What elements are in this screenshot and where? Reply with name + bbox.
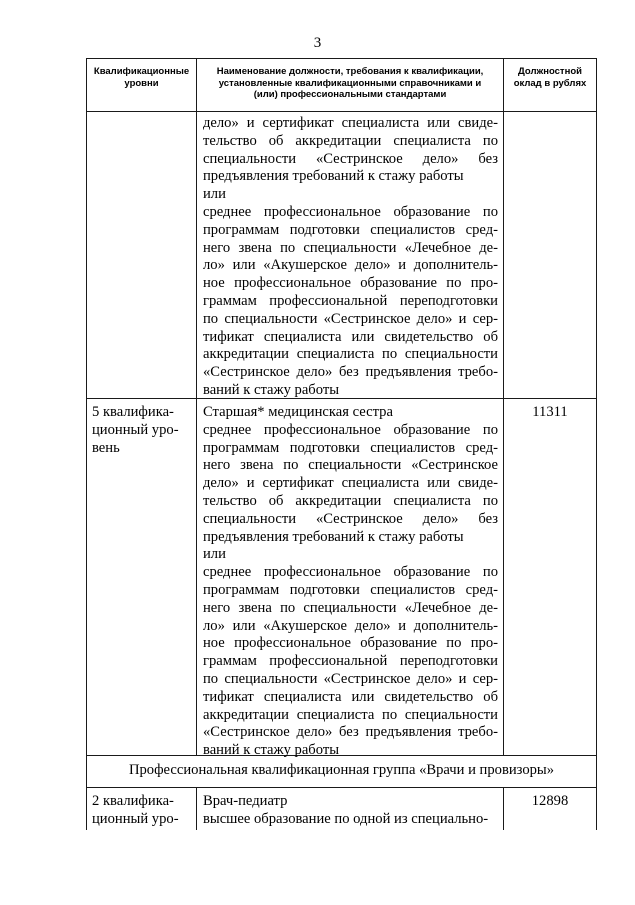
text-line: ное профессиональное образование по про-	[203, 635, 498, 652]
text-line: или	[203, 186, 226, 203]
text-line: программам подготовки специалистов сред-	[203, 581, 498, 598]
text-line: «Сестринское дело» без предъявления требо-	[203, 724, 498, 741]
text-line: «Сестринское дело» без предъявления требо-	[203, 364, 498, 381]
text-line: 5 квалифика-	[92, 404, 174, 420]
table-rule-section-bottom	[86, 787, 597, 788]
text-line: или	[203, 546, 226, 563]
table-rule-right	[596, 58, 597, 830]
text-line: ваний к стажу работы	[203, 381, 340, 398]
header-line: Квалификационные	[93, 66, 190, 77]
text-line: программам подготовки специалистов сред-	[203, 439, 498, 456]
row3-description	[203, 793, 498, 829]
text-line: него звена по специальности «Лечебное де-	[203, 599, 498, 616]
text-line: ваний к стажу работы	[203, 742, 340, 759]
text-line: аккредитации специалиста по специальности	[203, 706, 498, 723]
text-line: тельство об аккредитации специалиста по	[203, 132, 498, 149]
row2-salary: 11311	[532, 404, 568, 420]
text-line: тификат специалиста или свидетельство об	[203, 688, 498, 705]
row2-description	[203, 404, 498, 760]
text-line: граммам профессиональной переподготовки	[203, 653, 498, 670]
text-line: ло» или «Акушерское дело» и дополнитель-	[203, 257, 498, 274]
text-line: по специальности «Сестринское дело» и сер-	[203, 310, 498, 327]
text-line: среднее профессиональное образование по	[203, 564, 498, 581]
row2-level	[92, 404, 192, 457]
section-title: Профессиональная квалификационная группа «Врачи и провизоры»	[128, 762, 555, 778]
text-line: среднее профессиональное образование по	[203, 203, 498, 220]
table-rule-left	[86, 58, 87, 830]
header-line: уровни	[124, 77, 159, 89]
text-line: предъявления требований к стажу работы	[203, 168, 464, 185]
text-line: него звена по специальности «Сестринское	[203, 457, 498, 474]
page-number: 3	[313, 35, 322, 51]
header-position-requirements	[197, 66, 503, 101]
text-line: по специальности «Сестринское дело» и сер-	[203, 670, 498, 687]
text-line: специальности «Сестринское дело» без	[203, 150, 498, 167]
table-rule-col1	[196, 58, 197, 756]
text-line: тификат специалиста или свидетельство об	[203, 328, 498, 345]
text-line: дело» и сертификат специалиста или свиде-	[203, 115, 498, 131]
table-rule-col1-lower	[196, 787, 197, 830]
text-line: тельство об аккредитации специалиста по	[203, 492, 498, 509]
header-qualification-levels	[87, 66, 196, 89]
row3-salary: 12898	[531, 793, 569, 809]
text-line: ное профессиональное образование по про-	[203, 275, 498, 292]
text-line: среднее профессиональное образование по	[203, 421, 498, 438]
text-line: вень	[92, 439, 120, 456]
text-line: аккредитации специалиста по специальности	[203, 346, 498, 363]
text-line: 2 квалифика-	[92, 793, 174, 809]
text-line: дело» и сертификат специалиста или свиде-	[203, 475, 498, 492]
header-line: Должностной	[518, 66, 582, 77]
header-line: установленные квалификационными справочниками и	[218, 77, 482, 89]
header-line: Наименование должности, требования к квалификации,	[216, 66, 484, 77]
table-rule-top	[86, 58, 597, 59]
text-line: ло» или «Акушерское дело» и дополнитель-	[203, 617, 498, 634]
text-line: граммам профессиональной переподготовки	[203, 292, 498, 309]
text-line: специальности «Сестринское дело» без	[203, 510, 498, 527]
text-line: программам подготовки специалистов сред-	[203, 221, 498, 238]
text-line: ционный уро-	[92, 810, 179, 827]
row1-description	[203, 115, 498, 400]
table-rule-header-bottom	[86, 111, 597, 112]
header-line: (или) профессиональными стандартами	[253, 89, 447, 100]
text-line: него звена по специальности «Лечебное де-	[203, 239, 498, 256]
header-line: оклад в рублях	[513, 77, 587, 89]
text-line: предъявления требований к стажу работы	[203, 528, 464, 545]
position-title: Врач-педиатр	[203, 793, 288, 809]
row3-level	[92, 793, 192, 829]
position-title: Старшая* медицинская сестра	[203, 404, 393, 420]
text-line: ционный уро-	[92, 421, 179, 438]
text-line: высшее образование по одной из специально-	[203, 810, 489, 827]
header-salary	[504, 66, 596, 89]
